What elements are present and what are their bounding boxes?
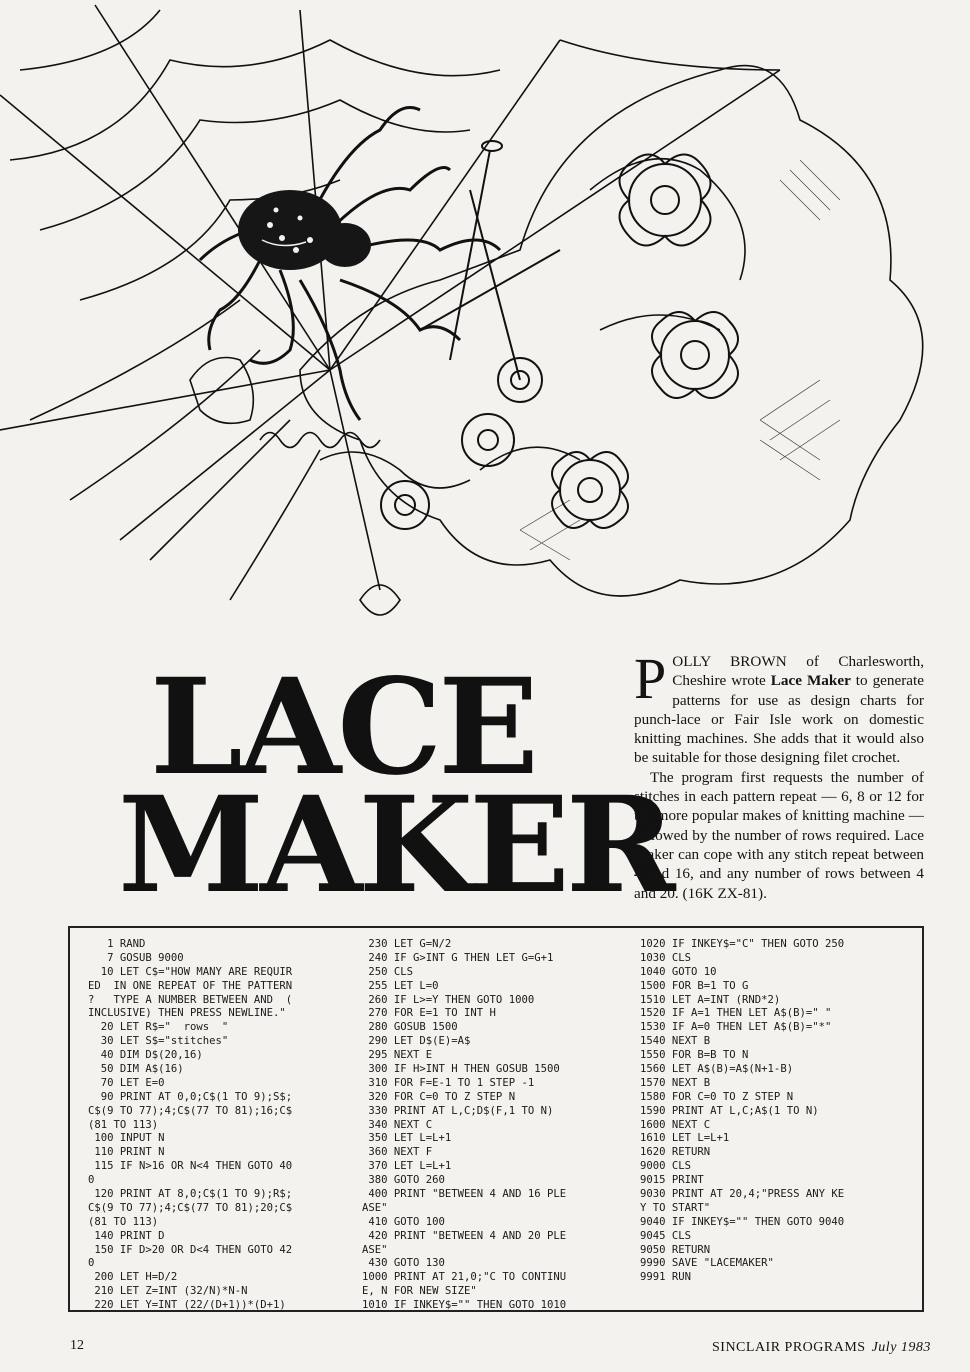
code-line: 1610 LET L=L+1 [640,1132,730,1145]
code-line: 430 GOTO 130 [362,1257,445,1270]
code-line: 250 CLS [362,965,414,978]
code-line: 140 PRINT D [88,1229,165,1242]
code-line: 1570 NEXT B [640,1076,711,1089]
code-line: 330 PRINT AT L,C;D$(F,1 TO N) [362,1104,554,1117]
code-line: 50 DIM A$(16) [88,1063,184,1076]
code-line: 40 DIM D$(20,16) [88,1049,203,1062]
code-line: 360 NEXT F [362,1146,433,1159]
code-line: 420 PRINT "BETWEEN 4 AND 20 PLE [362,1229,567,1242]
code-line: (81 TO 113) [88,1118,159,1131]
code-line: 370 LET L=L+1 [362,1160,452,1173]
code-line: 230 LET G=N/2 [362,938,452,950]
code-line: 1530 IF A=0 THEN LET A$(B)="*" [640,1021,832,1034]
intro-paragraph-2: The program first requests the number of stitches in each pattern repeat — 6, 8 or 12 for the more popular makes of knitting machine — followed by the number of rows required. Lace Maker can cope with any stitch repeat between 4 and 16, and any number of rows between 4 and 20. (16K ZX-81). [634,768,924,902]
code-line: 1500 FOR B=1 TO G [640,979,749,992]
listing-column-3 [640,938,920,1285]
magazine-name: SINCLAIR PROGRAMS [712,1340,866,1355]
issue-date: July 1983 [871,1340,931,1355]
code-line: Y TO START" [640,1201,711,1214]
code-line: 220 LET Y=INT (22/(D+1))*(D+1) [88,1299,286,1312]
code-line: 1590 PRINT AT L,C;A$(1 TO N) [640,1104,819,1117]
code-line: 240 IF G>INT G THEN LET G=G+1 [362,951,554,964]
code-line: INCLUSIVE) THEN PRESS NEWLINE." [88,1007,286,1020]
code-line: 200 LET H=D/2 [88,1271,178,1284]
code-line: 30 LET S$="stitches" [88,1035,229,1048]
code-line: 1010 IF INKEY$="" THEN GOTO 1010 [362,1299,567,1312]
code-line: 9000 CLS [640,1160,692,1173]
code-line: 1550 FOR B=B TO N [640,1049,749,1062]
code-line: 9030 PRINT AT 20,4;"PRESS ANY KE [640,1188,845,1201]
code-line: 7 GOSUB 9000 [88,951,184,964]
code-line: 1620 RETURN [640,1146,711,1159]
code-line: 9990 SAVE "LACEMAKER" [640,1257,774,1270]
code-line: 400 PRINT "BETWEEN 4 AND 16 PLE [362,1188,567,1201]
code-line: 90 PRINT AT 0,0;C$(1 TO 9);S$; [88,1090,293,1103]
author-name: OLLY BROWN [672,653,787,670]
code-line: 100 INPUT N [88,1132,165,1145]
code-line: 1540 NEXT B [640,1035,711,1048]
code-line: 9040 IF INKEY$="" THEN GOTO 9040 [640,1215,845,1228]
code-line: 9045 CLS [640,1229,692,1242]
listing-column-1 [88,938,358,1313]
lace-flower-icon [381,155,738,530]
code-line: 1030 CLS [640,951,692,964]
code-line: 0 [88,1174,95,1187]
code-line: E, N FOR NEW SIZE" [362,1285,477,1298]
code-line: 1580 FOR C=0 TO Z STEP N [640,1090,794,1103]
intro-text-a: of Charlesworth, Cheshire wrote [672,653,925,690]
code-line: 115 IF N>16 OR N<4 THEN GOTO 40 [88,1160,293,1173]
code-line: 0 [88,1257,95,1270]
code-line: 20 LET R$=" rows " [88,1021,229,1034]
code-line: 10 LET C$="HOW MANY ARE REQUIR [88,965,293,978]
code-line: 1600 NEXT C [640,1118,711,1131]
code-line: C$(9 TO 77);4;C$(77 TO 81);16;C$ [88,1104,293,1117]
code-line: 1560 LET A$(B)=A$(N+1-B) [640,1063,794,1076]
code-line: 300 IF H>INT H THEN GOSUB 1500 [362,1063,560,1076]
intro-text-b: to generate patterns for use as design charts for punch-lace or Fair Isle work on domestic knitting machines. She adds that it would also be suitable for those designing filet crochet. [634,672,924,767]
code-line: 1040 GOTO 10 [640,965,717,978]
code-line: 340 NEXT C [362,1118,433,1131]
footer-publication [712,1340,931,1356]
code-line: ED IN ONE REPEAT OF THE PATTERN [88,979,293,992]
code-line: 310 FOR F=E-1 TO 1 STEP -1 [362,1076,535,1089]
spider-icon [200,108,500,421]
code-line: 120 PRINT AT 8,0;C$(1 TO 9);R$; [88,1188,293,1201]
code-line: 150 IF D>20 OR D<4 THEN GOTO 42 [88,1243,293,1256]
code-line: 410 GOTO 100 [362,1215,445,1228]
code-line: 380 GOTO 260 [362,1174,445,1187]
code-line: 70 LET E=0 [88,1076,165,1089]
article-title-line-2: MAKER [118,768,672,923]
article-title-line-1: LACE [150,650,535,805]
code-line: 320 FOR C=0 TO Z STEP N [362,1090,516,1103]
code-line: 280 GOSUB 1500 [362,1021,458,1034]
code-line: 110 PRINT N [88,1146,165,1159]
listing-column-2 [362,938,632,1313]
code-line: 210 LET Z=INT (32/N)*N-N [88,1285,248,1298]
code-line: (81 TO 113) [88,1215,159,1228]
code-line: 290 LET D$(E)=A$ [362,1035,471,1048]
code-line: ? TYPE A NUMBER BETWEEN AND ( [88,993,293,1006]
intro-paragraph-1 [634,646,925,768]
page-number: 12 [70,1338,84,1353]
spider-lace-illustration [0,0,970,640]
program-listing [68,926,924,1312]
code-line: 9015 PRINT [640,1174,704,1187]
program-name: Lace Maker [770,672,851,690]
code-line: 9050 RETURN [640,1243,711,1256]
code-line: ASE" [362,1201,388,1214]
code-line: 1020 IF INKEY$="C" THEN GOTO 250 [640,938,845,950]
intro-text [634,646,925,903]
code-line: 1000 PRINT AT 21,0;"C TO CONTINU [362,1271,567,1284]
drop-cap: P [634,646,667,711]
code-line: ASE" [362,1243,388,1256]
code-line: 1 RAND [88,938,146,950]
code-line: 350 LET L=L+1 [362,1132,452,1145]
code-line: 9991 RUN [640,1271,692,1284]
code-line: 1510 LET A=INT (RND*2) [640,993,781,1006]
code-line: 1520 IF A=1 THEN LET A$(B)=" " [640,1007,832,1020]
code-line: C$(9 TO 77);4;C$(77 TO 81);20;C$ [88,1201,293,1214]
lace-panel [190,66,923,615]
code-line: 295 NEXT E [362,1049,433,1062]
code-line: 255 LET L=0 [362,979,439,992]
code-line: 270 FOR E=1 TO INT H [362,1007,496,1020]
code-line: 260 IF L>=Y THEN GOTO 1000 [362,993,535,1006]
